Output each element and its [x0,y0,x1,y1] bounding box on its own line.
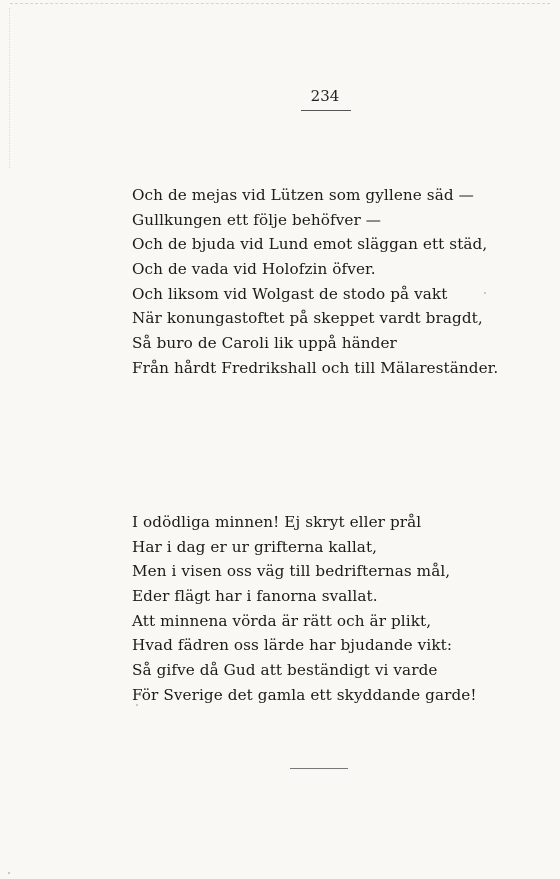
paper-speck [484,292,486,294]
verse-line: Hvad fädren oss lärde har bjudande vikt: [132,636,453,655]
paper-speck [8,872,10,874]
end-rule [290,768,348,769]
verse-line: När konungastoftet på skeppet vardt bragdt, [132,309,483,328]
verse-line: Har i dag er ur grifterna kallat, [132,537,378,556]
top-edge-rule [10,3,550,4]
verse-line: För Sverige det gamla ett skyddande garde! [132,685,477,704]
left-edge-rule [9,8,10,168]
verse-line: Gullkungen ett följe behöfver — [132,210,382,229]
verse-line: Så gifve då Gud att beständigt vi varde [132,661,438,680]
page-number-underline [301,110,351,111]
verse-line: Och de bjuda vid Lund emot släggan ett städ, [132,235,488,254]
stanza-2 [132,510,527,708]
verse-line: Så buro de Caroli lik uppå händer [132,334,397,353]
verse-line: Men i visen oss väg till bedrifternas mål, [132,562,451,581]
verse-line: Och de mejas vid Lützen som gyllene säd — [132,186,474,204]
verse-line: I odödliga minnen! Ej skryt eller prål [132,513,422,531]
paper-speck [136,704,138,706]
verse-line: Eder flägt har i fanorna svallat. [132,587,378,606]
verse-line: Att minnena vörda är rätt och är plikt, [132,611,432,630]
verse-line: Från hårdt Fredrikshall och till Mälareständer. [132,358,499,377]
page-number: 234 [310,87,340,105]
verse-line: Och liksom vid Wolgast de stodo på vakt [132,284,448,303]
stanza-1 [132,183,527,381]
verse-line: Och de vada vid Holofzin öfver. [132,260,376,279]
